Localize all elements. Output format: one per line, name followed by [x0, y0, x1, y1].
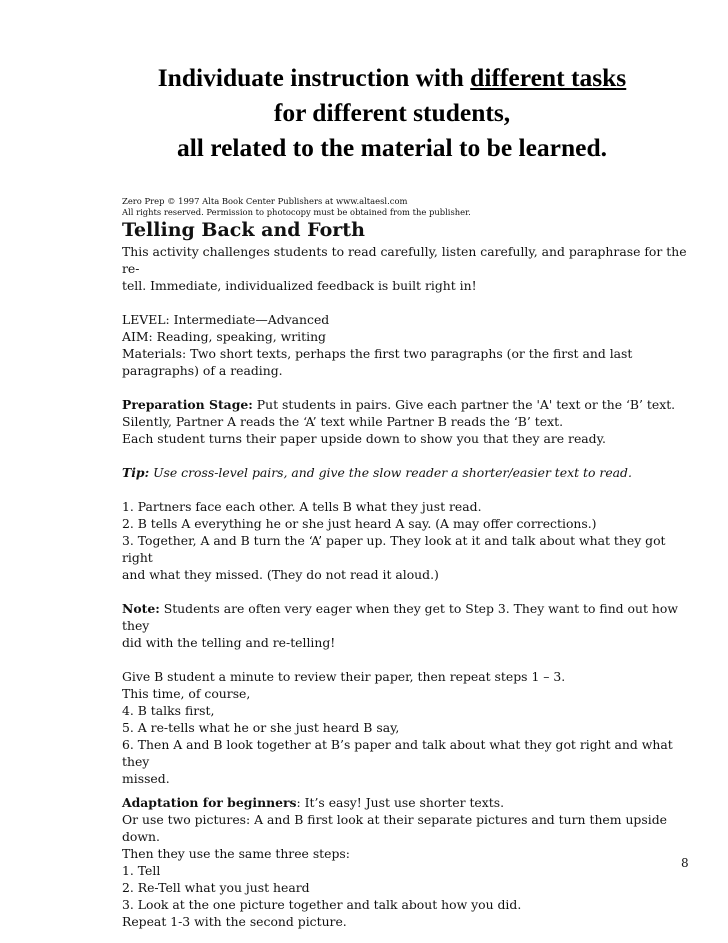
- copyright-notice: [122, 196, 471, 218]
- note-text: Students are often very eager when they get to Step 3. They want to find out how they: [122, 601, 678, 633]
- headline-line-2: for different students,: [273, 98, 511, 127]
- adaptation-step-3: 3. Look at the one picture together and talk about how you did.: [122, 897, 522, 912]
- note-line-2: did with the telling and re-telling!: [122, 635, 336, 650]
- adaptation-step-2: 2. Re-Tell what you just heard: [122, 880, 310, 895]
- note-paragraph-line-1: [122, 600, 692, 634]
- step-3-line-1: 3. Together, A and B turn the ‘A’ paper up. They look at it and talk about what they got right: [122, 533, 666, 565]
- adaptation-line-2: Or use two pictures: A and B first look at their separate pictures and turn them upside down.: [122, 812, 667, 844]
- step-3-line-2: and what they missed. (They do not read it aloud.): [122, 567, 439, 582]
- step-2: 2. B tells A everything he or she just heard A say. (A may offer corrections.): [122, 516, 597, 531]
- adaptation-step-1: 1. Tell: [122, 863, 161, 878]
- adaptation-label: Adaptation for beginners: [122, 795, 297, 810]
- repeat-line-1: Give B student a minute to review their paper, then repeat steps 1 – 3.: [122, 669, 566, 684]
- materials-line-2: paragraphs) of a reading.: [122, 363, 283, 378]
- preparation-line-2: Silently, Partner A reads the ‘A’ text while Partner B reads the ‘B’ text.: [122, 414, 564, 429]
- adaptation-text: : It’s easy! Just use shorter texts.: [296, 795, 505, 810]
- page-number: 8: [681, 856, 689, 870]
- adaptation-line-3: Then they use the same three steps:: [122, 846, 350, 861]
- step-6-line-2: missed.: [122, 771, 170, 786]
- preparation-line-3: Each student turns their paper upside down to show you that they are ready.: [122, 431, 606, 446]
- adaptation-repeat: Repeat 1-3 with the second picture.: [122, 914, 347, 929]
- section-title: Telling Back and Forth: [122, 219, 365, 241]
- note-label: Note:: [122, 601, 160, 616]
- adaptation-paragraph-line-1: [122, 794, 692, 811]
- preparation-label: Preparation Stage:: [122, 397, 253, 412]
- step-4: 4. B talks first,: [122, 703, 215, 718]
- headline-line-3: all related to the material to be learned.: [176, 133, 608, 162]
- tip-label: Tip:: [122, 465, 150, 480]
- step-6-line-1: 6. Then A and B look together at B’s paper and talk about what they got right and what they: [122, 737, 673, 769]
- aim-line: AIM: Reading, speaking, writing: [122, 329, 326, 344]
- preparation-paragraph-line-1: [122, 396, 692, 413]
- materials-line-1: Materials: Two short texts, perhaps the first two paragraphs (or the first and last: [122, 346, 633, 361]
- copyright-line-2: All rights reserved. Permission to photocopy must be obtained from the publisher.: [122, 207, 471, 217]
- headline-line-1: [112, 60, 672, 95]
- activity-section: [122, 217, 692, 930]
- page-headline: [112, 60, 672, 165]
- step-5: 5. A re-tells what he or she just heard B say,: [122, 720, 400, 735]
- copyright-line-1: Zero Prep © 1997 Alta Book Center Publishers at www.altaesl.com: [122, 196, 408, 206]
- intro-line-2: tell. Immediate, individualized feedback is built right in!: [122, 278, 477, 293]
- headline-line-1-text: Individuate instruction with: [157, 63, 471, 92]
- step-1: 1. Partners face each other. A tells B what they just read.: [122, 499, 482, 514]
- level-line: LEVEL: Intermediate—Advanced: [122, 312, 330, 327]
- tip-paragraph: [122, 464, 692, 481]
- headline-underlined-text: different tasks: [470, 63, 627, 92]
- intro-line-1: This activity challenges students to read carefully, listen carefully, and paraphrase for the re-: [122, 244, 687, 276]
- tip-text: Use cross-level pairs, and give the slow reader a shorter/easier text to read.: [149, 465, 632, 480]
- preparation-text: Put students in pairs. Give each partner the 'A' text or the ‘B’ text.: [252, 397, 676, 412]
- repeat-line-2: This time, of course,: [122, 686, 251, 701]
